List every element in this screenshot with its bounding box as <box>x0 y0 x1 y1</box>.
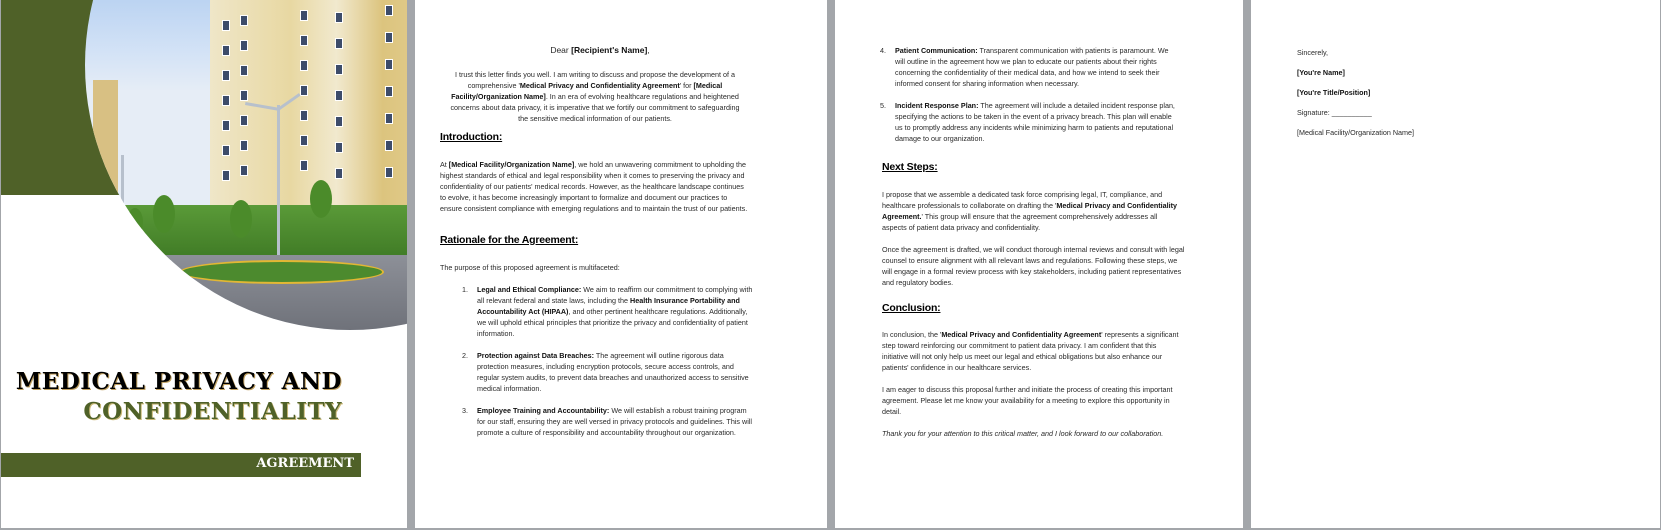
cover-subtitle-bar <box>1 453 361 477</box>
signature-block <box>1297 48 1547 148</box>
tree <box>310 180 332 218</box>
letter-page-2 <box>835 0 1243 528</box>
list-item: 5. Incident Response Plan: The agreement will include a detailed incident response plan, specifying the actions to be taken in the event of a privacy breach. This plan will enable us to promptly address any incidents while minimizing harm to patients and reputational damage to our organization. <box>880 101 1175 143</box>
rationale-list-continued <box>880 45 1175 155</box>
sender-organization: [Medical Facility/Organization Name] <box>1297 128 1415 137</box>
closing-line: Thank you for your attention to this critical matter, and I look forward to our collaboration. <box>882 429 1164 438</box>
cover-title-line1: MEDICAL PRIVACY AND <box>15 368 342 395</box>
list-item: 3. Employee Training and Accountability: We will establish a robust training program for our staff, ensuring they are well versed in privacy protocols and guidelines. This will promote a culture of responsibility and accountability throughout our organization. <box>462 406 752 437</box>
next-steps-paragraph-2: Once the agreement is drafted, we will conduct thorough internal reviews and consult with legal counsel to ensure alignment with all relevant laws and regulations. Following these steps, we will engage in a formal review process with key stakeholders, including patient representatives and regulatory bodies. <box>882 245 1185 287</box>
recipient-name: [Recipient's Name] <box>571 45 648 55</box>
rationale-intro: The purpose of this proposed agreement is multifaceted: <box>440 263 620 272</box>
main-building <box>210 0 407 215</box>
salutation-prefix: Dear <box>550 45 572 55</box>
street-lamp <box>277 105 280 255</box>
rationale-heading: Rationale for the Agreement: <box>440 234 579 246</box>
tree <box>153 195 175 233</box>
introduction-heading: Introduction: <box>440 131 503 143</box>
next-steps-heading: Next Steps: <box>882 161 938 173</box>
next-steps-paragraph-1: I propose that we assemble a dedicated task force comprising legal, IT, compliance, and healthcare professionals to collaborate on drafting the 'Medical Privacy and Confidentiality Agreement.' This group will ensure that the agreement comprehensively addresses all aspects of patient data privacy and confidentiality. <box>882 190 1178 232</box>
conclusion-paragraph-2: I am eager to discuss this proposal further and initiate the process of creating this important agreement. Please let me know your availability for a meeting to explore this opportunity in detail. <box>882 385 1173 416</box>
cover-page <box>1 0 407 528</box>
street-lamp <box>121 155 124 245</box>
letter-page-3 <box>1251 0 1660 528</box>
intro-paragraph: I trust this letter finds you well. I am writing to discuss and propose the development of a comprehensive 'Medical Privacy and Confidentiality Agreement' for [Medical Facility/Organization Name]. In an era of evolving healthcare regulations and heightened concerns about data privacy, it is imperative that we fortify our commitment to safeguarding the sensitive medical information of our patients. <box>450 70 740 123</box>
salutation-suffix: , <box>647 45 650 55</box>
tree <box>127 208 143 236</box>
sender-title: [You're Title/Position] <box>1297 88 1371 97</box>
cover-subtitle: AGREEMENT <box>256 456 354 471</box>
letter-page-1 <box>415 0 827 528</box>
cover-title-line2: CONFIDENTIALITY <box>83 398 342 425</box>
valediction: Sincerely, <box>1297 48 1329 57</box>
list-item: 4. Patient Communication: Transparent communication with patients is paramount. We will outline in the agreement how we plan to educate our patients about their rights concerning the confidentiality of their medical data, and how we intend to seek their informed consent for sharing information when necessary. <box>880 46 1169 88</box>
cover-photo-apartment-buildings <box>85 0 407 330</box>
conclusion-paragraph-1: In conclusion, the 'Medical Privacy and Confidentiality Agreement' represents a significant step toward reinforcing our commitment to patient data privacy. I am confident that this initiative will not only help us meet our legal and ethical obligations but also enhance our patients' confidence in our healthcare services. <box>882 330 1179 372</box>
rationale-list <box>462 284 754 449</box>
tree <box>230 200 252 238</box>
salutation <box>455 45 745 56</box>
introduction-paragraph: At [Medical Facility/Organization Name], we hold an unwavering commitment to upholding the highest standards of ethical and legal responsibility when it comes to preserving the privacy and confidentiality of our patients' medical records. However, as the healthcare landscape continues to evolve, it has become increasingly important to formalize and document our practices to ensure consistent compliance with emerging regulations and to maintain the trust of our patients. <box>440 160 748 213</box>
signature-line: Signature: __________ <box>1297 108 1372 117</box>
list-item: 1. Legal and Ethical Compliance: We aim to reaffirm our commitment to complying with all relevant federal and state laws, including the Health Insurance Portability and Accountability Act (HIPAA), and other pertinent healthcare regulations. Additionally, we will uphold ethical principles that prioritize the privacy and confidentiality of patient information. <box>462 285 753 338</box>
list-item: 2. Protection against Data Breaches: The agreement will outline rigorous data protection measures, including encryption protocols, secure access controls, and regular system audits, to prevent data breaches and unauthorized access to sensitive medical information. <box>462 351 749 393</box>
sender-name: [You're Name] <box>1297 68 1345 77</box>
roundabout-island <box>180 260 384 284</box>
far-building <box>93 80 118 205</box>
conclusion-heading: Conclusion: <box>882 302 941 314</box>
